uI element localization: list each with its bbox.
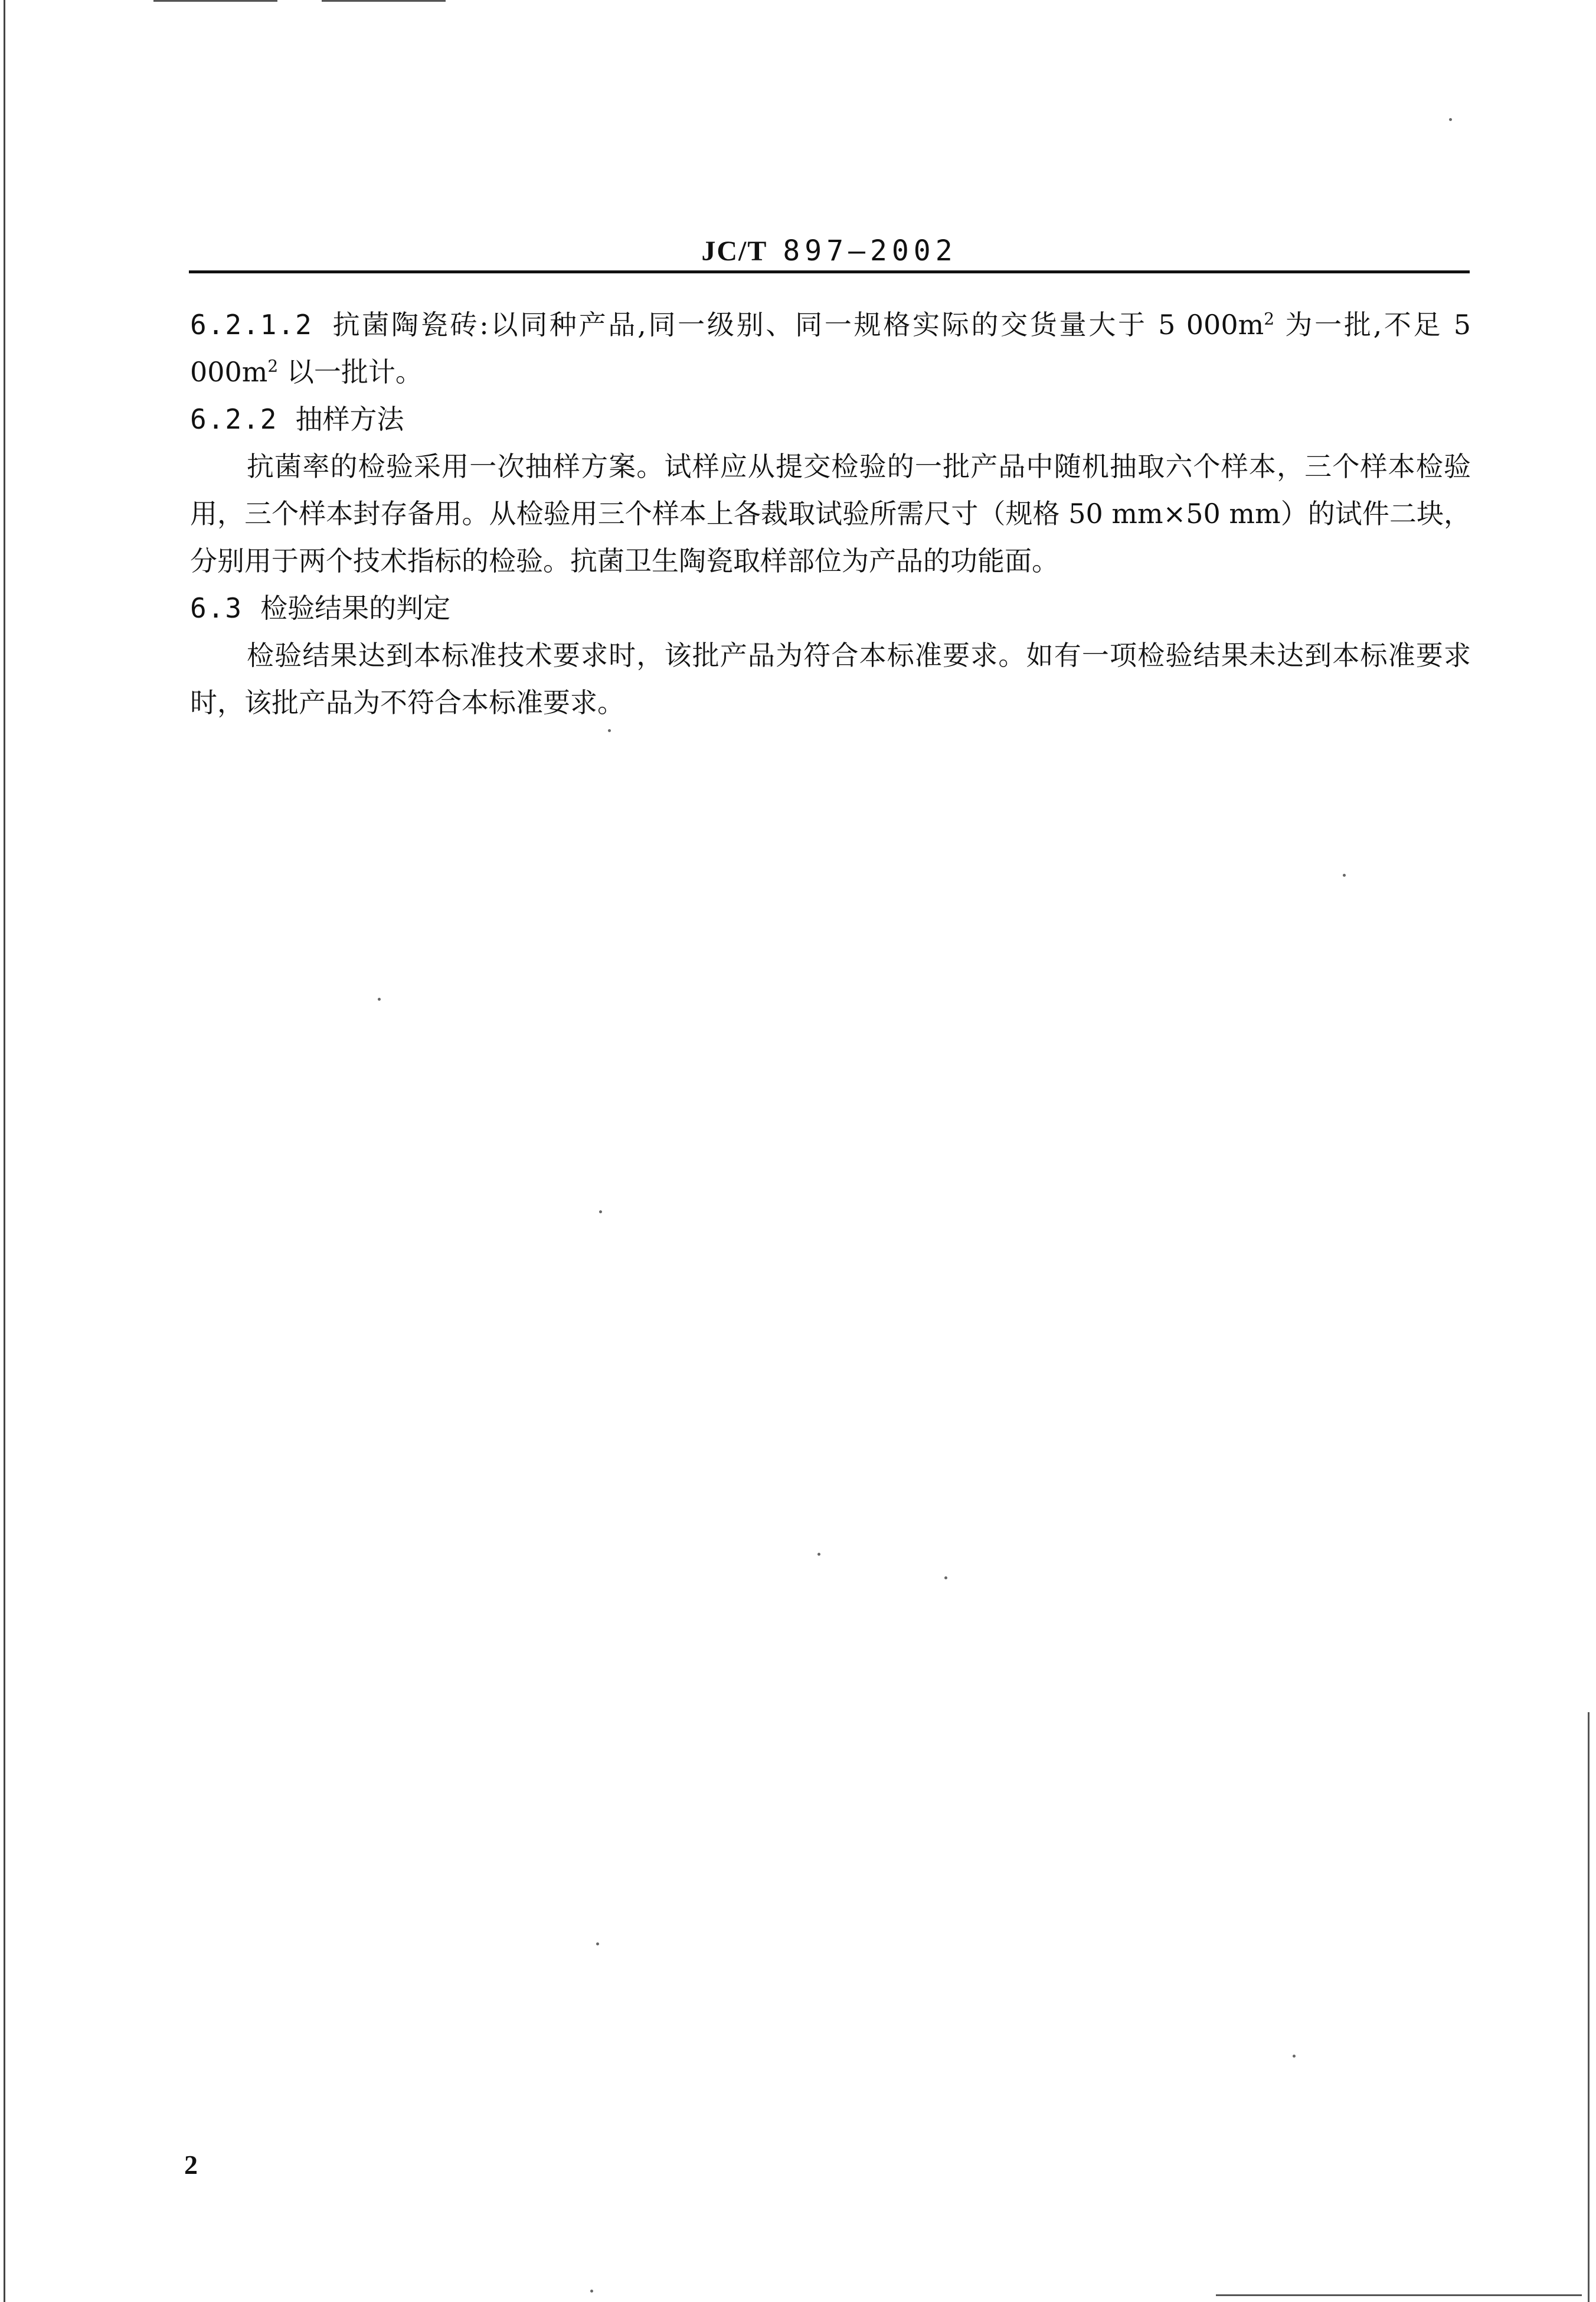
- clause-6-2-2-heading: [190, 396, 1471, 443]
- clause-heading: 抽样方法: [295, 403, 404, 435]
- superscript: 2: [267, 356, 279, 376]
- scan-edge-right: [1588, 1712, 1590, 2302]
- clause-heading: 检验结果的判定: [260, 592, 451, 624]
- standard-number: 897—2002: [783, 234, 957, 267]
- scan-edge-bottom: [1216, 2294, 1582, 2296]
- scan-speck: [378, 998, 381, 1001]
- clause-number: 6.2.2: [190, 403, 278, 435]
- scan-edge-left: [4, 0, 5, 2302]
- superscript: 2: [1264, 309, 1275, 329]
- page-number: 2: [184, 2150, 198, 2180]
- standard-code: JC/T: [701, 236, 768, 267]
- clause-text: 为一批,不足 5 000m: [190, 309, 1471, 388]
- clause-6-3-heading: [190, 585, 1471, 632]
- scan-speck: [590, 2290, 593, 2293]
- running-header: [189, 230, 1470, 272]
- scan-speck: [596, 1942, 599, 1945]
- scan-speck: [944, 1576, 947, 1579]
- header-rule: [189, 270, 1470, 273]
- sampling-paragraph: 抗菌率的检验采用一次抽样方案。试样应从提交检验的一批产品中随机抽取六个样本，三个样本检验用，三个样本封存备用。从检验用三个样本上各裁取试验所需尺寸（规格 50 mm×50 mm）的试件二块，分别用于两个技术指标的检验。抗菌卫生陶瓷取样部位为产品的功能面。: [190, 450, 1471, 577]
- clause-number: 6.3: [190, 592, 243, 624]
- scan-speck: [1293, 2055, 1296, 2058]
- clause-text: 抗菌陶瓷砖:以同种产品,同一级别、同一规格实际的交货量大于 5 000m: [330, 309, 1264, 341]
- clause-6-2-1-2: [190, 301, 1471, 396]
- scan-speck: [1343, 874, 1346, 877]
- scan-speck: [599, 1210, 602, 1213]
- scan-edge-top: [322, 0, 446, 2]
- body-text: [190, 301, 1471, 726]
- scan-speck: [1449, 118, 1452, 121]
- scan-speck: [608, 729, 611, 732]
- scan-edge-top: [153, 0, 277, 2]
- scan-speck: [817, 1553, 820, 1556]
- clause-number: 6.2.1.2: [190, 309, 313, 341]
- judgement-paragraph: 检验结果达到本标准技术要求时，该批产品为符合本标准要求。如有一项检验结果未达到本标准要求时，该批产品为不符合本标准要求。: [190, 639, 1471, 719]
- clause-text: 以一批计。: [278, 356, 423, 388]
